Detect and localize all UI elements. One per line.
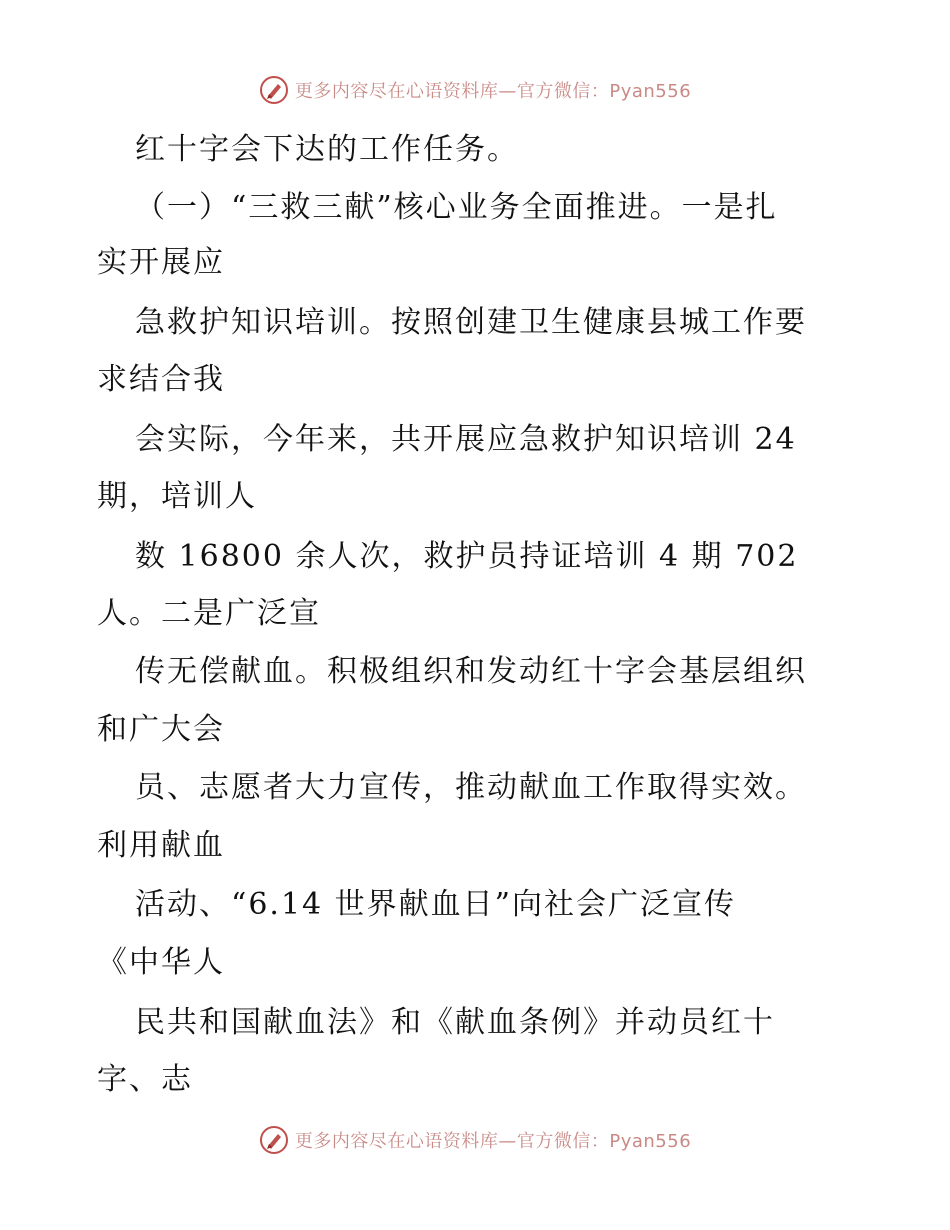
text-line: 和广大会 <box>97 712 225 747</box>
watermark-text: 更多内容尽在心语资料库—官方微信：Pyan556 <box>294 1131 692 1152</box>
text-line: 活动、“6.14 世界献血日”向社会广泛宣传 <box>135 887 737 922</box>
pen-logo-icon <box>259 1125 289 1155</box>
text-line: 数 16800 余人次，救护员持证培训 4 期 702 <box>135 539 799 574</box>
text-line: 实开展应 <box>97 245 225 280</box>
text-line: 员、志愿者大力宣传，推动献血工作取得实效。 <box>135 770 807 805</box>
text-line: 字、志 <box>97 1062 193 1097</box>
text-line: 期，培训人 <box>97 479 257 514</box>
text-line: 民共和国献血法》和《献血条例》并动员红十 <box>135 1005 775 1040</box>
text-line: 红十字会下达的工作任务。 <box>135 132 519 167</box>
text-line: 《中华人 <box>97 945 225 980</box>
text-line: 求结合我 <box>97 362 225 397</box>
watermark-text: 更多内容尽在心语资料库—官方微信：Pyan556 <box>294 81 692 102</box>
text-line: 利用献血 <box>97 828 225 863</box>
text-line: 人。二是广泛宣 <box>97 596 321 631</box>
text-line: （一）“三救三献”核心业务全面推进。一是扎 <box>135 190 778 225</box>
watermark-footer <box>0 1120 950 1160</box>
pen-logo-icon <box>259 75 289 105</box>
text-line: 会实际，今年来，共开展应急救护知识培训 24 <box>135 422 797 457</box>
text-line: 传无偿献血。积极组织和发动红十字会基层组织 <box>135 654 807 689</box>
text-line: 急救护知识培训。按照创建卫生健康县城工作要 <box>135 305 807 340</box>
watermark-header <box>0 70 950 110</box>
